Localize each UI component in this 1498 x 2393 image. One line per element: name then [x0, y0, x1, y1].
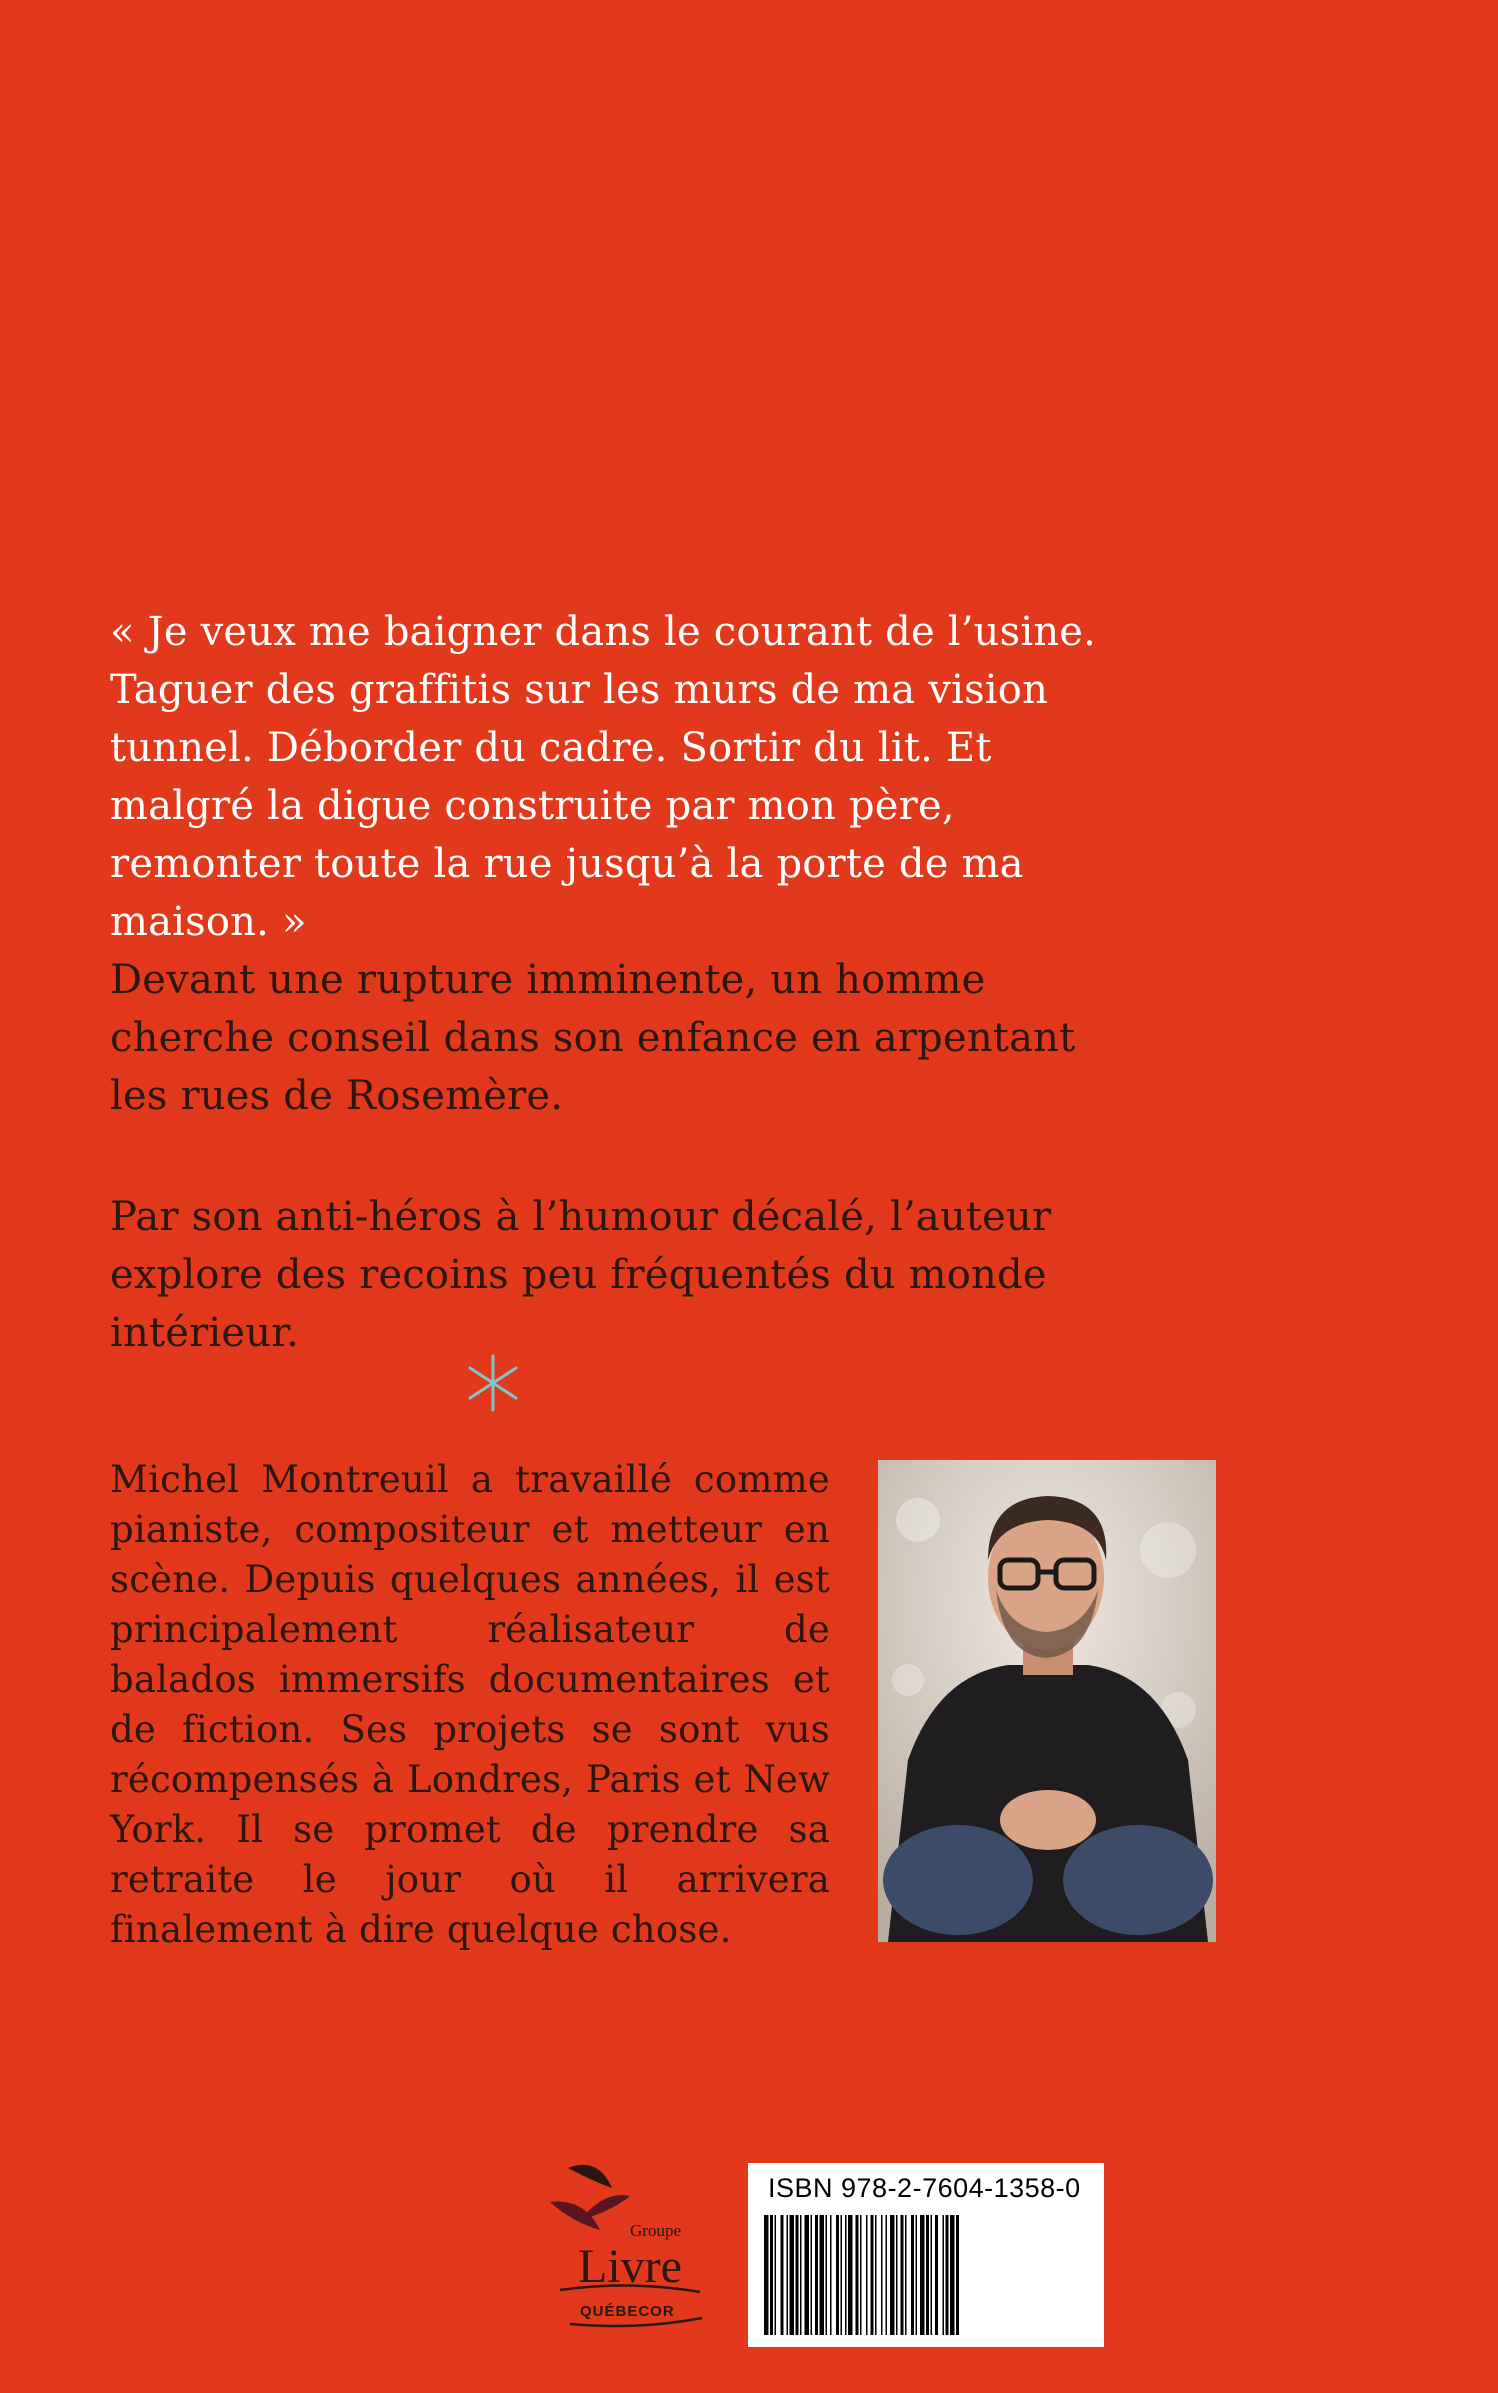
author-bio: Michel Montreuil a travaillé comme pianiste, compositeur et metteur en scène. Depuis quelques années, il est principalement réalisateur de balados immersifs documentaires et de fiction. Ses projets se sont vus récompensés à Londres, Paris et New York. Il se promet de prendre sa retraite le jour où il arrivera finalement à dire quelque chose.: [110, 1458, 830, 1951]
book-theme: Par son anti-héros à l’humour décalé, l’auteur explore des recoins peu fréquentés du monde intérieur.: [110, 1194, 1052, 1356]
publisher-line2: Livre: [578, 2240, 682, 2293]
asterisk-icon: [458, 1348, 528, 1418]
back-cover-quote: « Je veux me baigner dans le courant de l’usine. Taguer des graffitis sur les murs de ma vision tunnel. Déborder du cadre. Sortir du lit. Et malgré la digue construite par mon père, remonter toute la rue jusqu’à la porte de ma maison. »: [110, 609, 1097, 945]
publisher-logo: [520, 2150, 710, 2340]
author-photo: [878, 1460, 1216, 1942]
book-pitch: Devant une rupture imminente, un homme cherche conseil dans son enfance en arpentant les rues de Rosemère.: [110, 957, 1076, 1119]
publisher-line3: QUÉBECOR: [580, 2303, 675, 2320]
barcode-graphic: [764, 2215, 1088, 2335]
isbn-barcode: [748, 2163, 1104, 2347]
publisher-line1: Groupe: [630, 2221, 681, 2240]
isbn-label: ISBN 978-2-7604-1358-0: [768, 2173, 1081, 2203]
